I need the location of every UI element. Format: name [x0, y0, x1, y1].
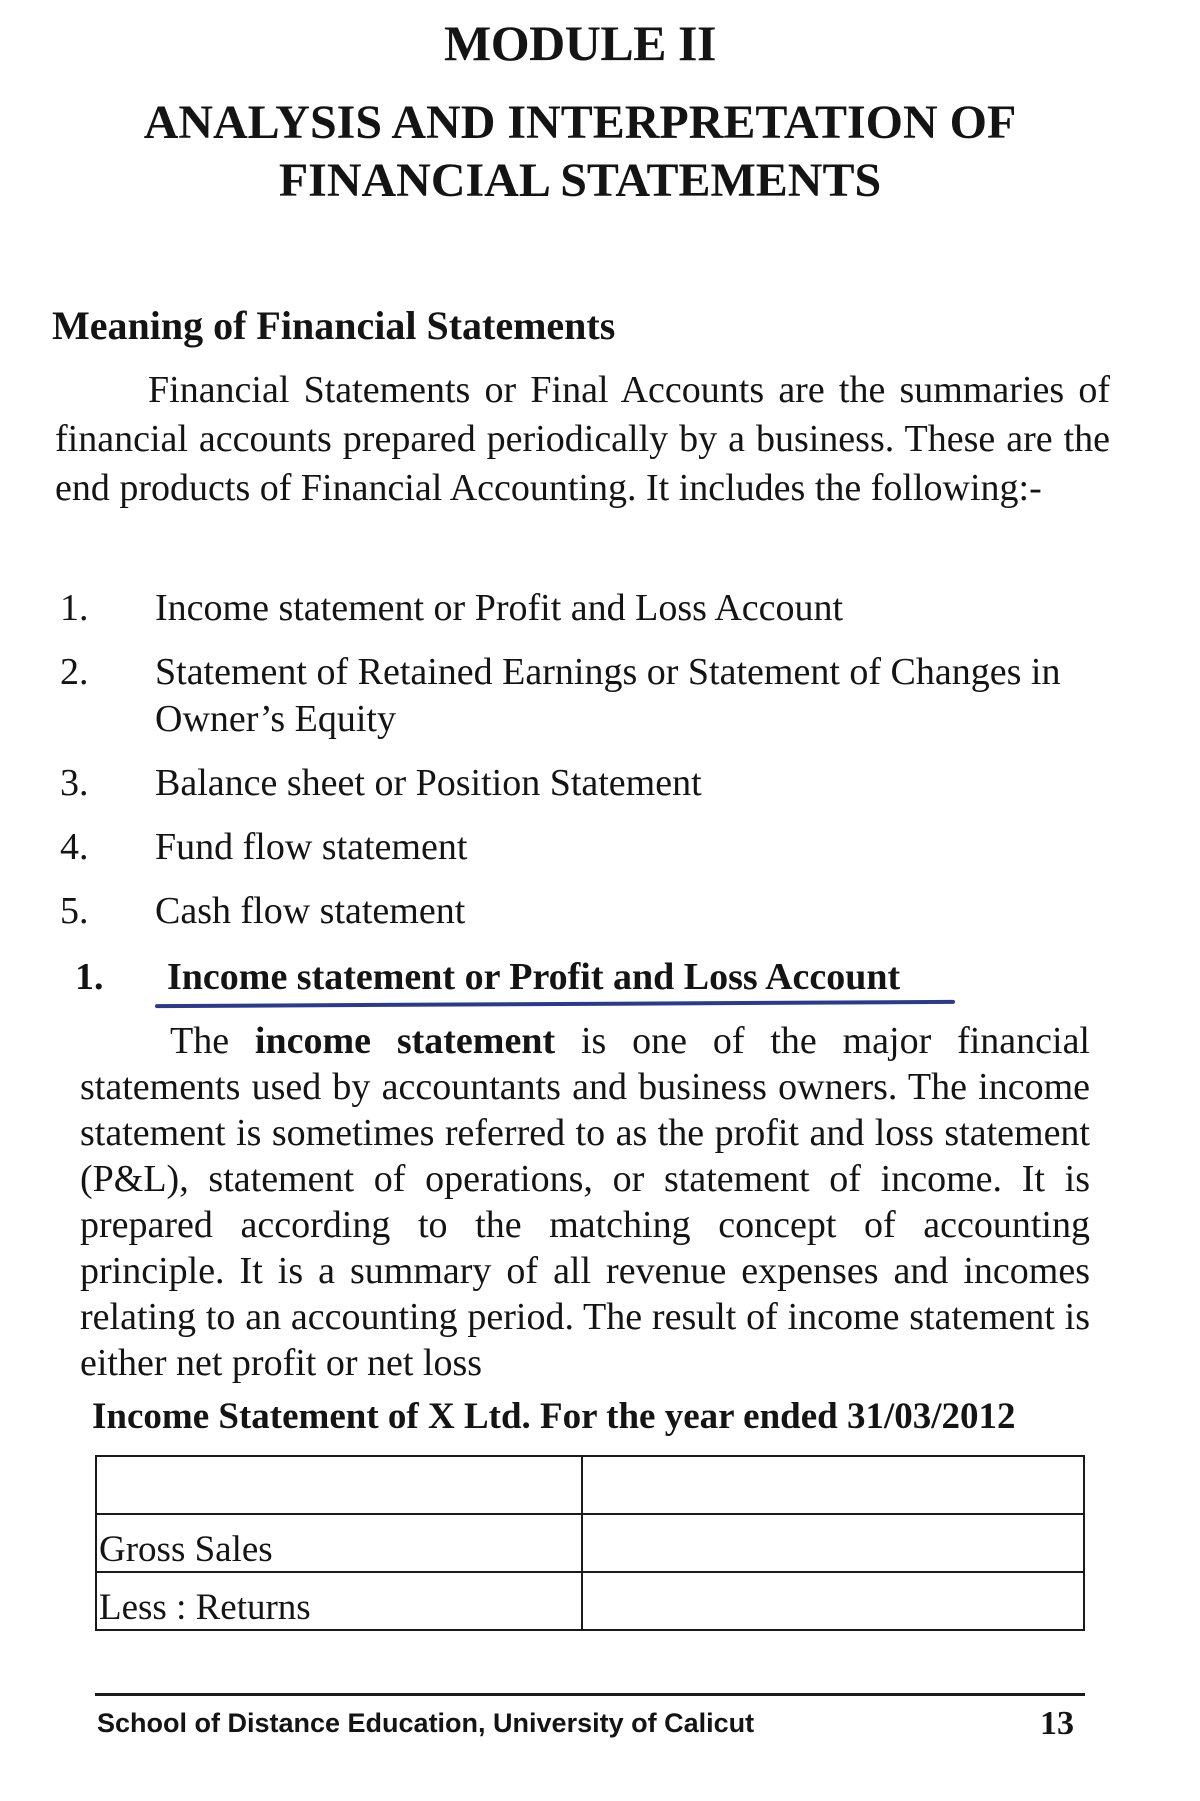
chapter-title: [0, 94, 1160, 210]
list-item-text: Statement of Retained Earnings or Statement of Changes in Owner’s Equity: [155, 651, 1061, 740]
table-cell-value: [582, 1456, 1084, 1514]
table-row: [96, 1514, 1084, 1572]
list-item-number: 1.: [60, 587, 89, 629]
table-row: [96, 1572, 1084, 1630]
table-cell-label: Less : Returns: [96, 1572, 582, 1630]
list-item-number: 4.: [60, 826, 89, 868]
footer-divider: [95, 1693, 1085, 1696]
list-item-number: 5.: [60, 890, 89, 932]
list-item-text: Cash flow statement: [155, 890, 466, 932]
paragraph-lead: The: [170, 1020, 255, 1062]
income-statement-paragraph: [80, 1018, 1090, 1386]
footer-text: School of Distance Education, University of Calicut: [97, 1708, 755, 1738]
list-item-text: Fund flow statement: [155, 826, 468, 868]
list-item-number: 2.: [60, 651, 89, 693]
subsection-number: 1.: [75, 956, 104, 998]
list-item: [60, 649, 1120, 743]
income-statement-table: [95, 1455, 1085, 1631]
statement-list: [60, 585, 1120, 952]
page-number: 13: [1040, 1705, 1074, 1742]
chapter-title-line-2: FINANCIAL STATEMENTS: [278, 154, 882, 207]
table-row: [96, 1456, 1084, 1514]
paragraph-text: is one of the major financial statements used by accountants and business owners. The income statement is sometimes referred to as the profit and loss statement (P&L), statement of operations, or statement of income. It is prepared according to the matching concept of accounting principle. It is a summary of all revenue expenses and incomes relating to an accounting period. The result of income statement is either net profit or net loss: [80, 1020, 1090, 1384]
list-item: [60, 585, 1120, 632]
pen-underline: [155, 1000, 955, 1008]
list-item-text: Balance sheet or Position Statement: [155, 762, 702, 804]
section-heading: Meaning of Financial Statements: [52, 303, 616, 348]
list-item: [60, 760, 1120, 807]
intro-paragraph: Financial Statements or Final Accounts are the summaries of financial accounts prepared periodically by a business. These are the end products of Financial Accounting. It includes the following:-: [55, 369, 1110, 509]
list-item: [60, 888, 1120, 935]
table-cell-label: [96, 1456, 582, 1514]
subsection-title: Income statement or Profit and Loss Account: [167, 956, 901, 998]
income-statement-heading: [75, 955, 1075, 999]
bold-term: income statement: [254, 1020, 556, 1062]
list-item-number: 3.: [60, 762, 89, 804]
chapter-title-line-1: ANALYSIS AND INTERPRETATION OF: [143, 96, 1017, 149]
module-title: MODULE II: [444, 15, 716, 71]
list-item-text: Income statement or Profit and Loss Account: [155, 587, 844, 629]
table-cell-value: [582, 1514, 1084, 1572]
table-caption: Income Statement of X Ltd. For the year ended 31/03/2012: [92, 1396, 1016, 1437]
table-cell-value: [582, 1572, 1084, 1630]
list-item: [60, 824, 1120, 871]
table-cell-label: Gross Sales: [96, 1514, 582, 1572]
